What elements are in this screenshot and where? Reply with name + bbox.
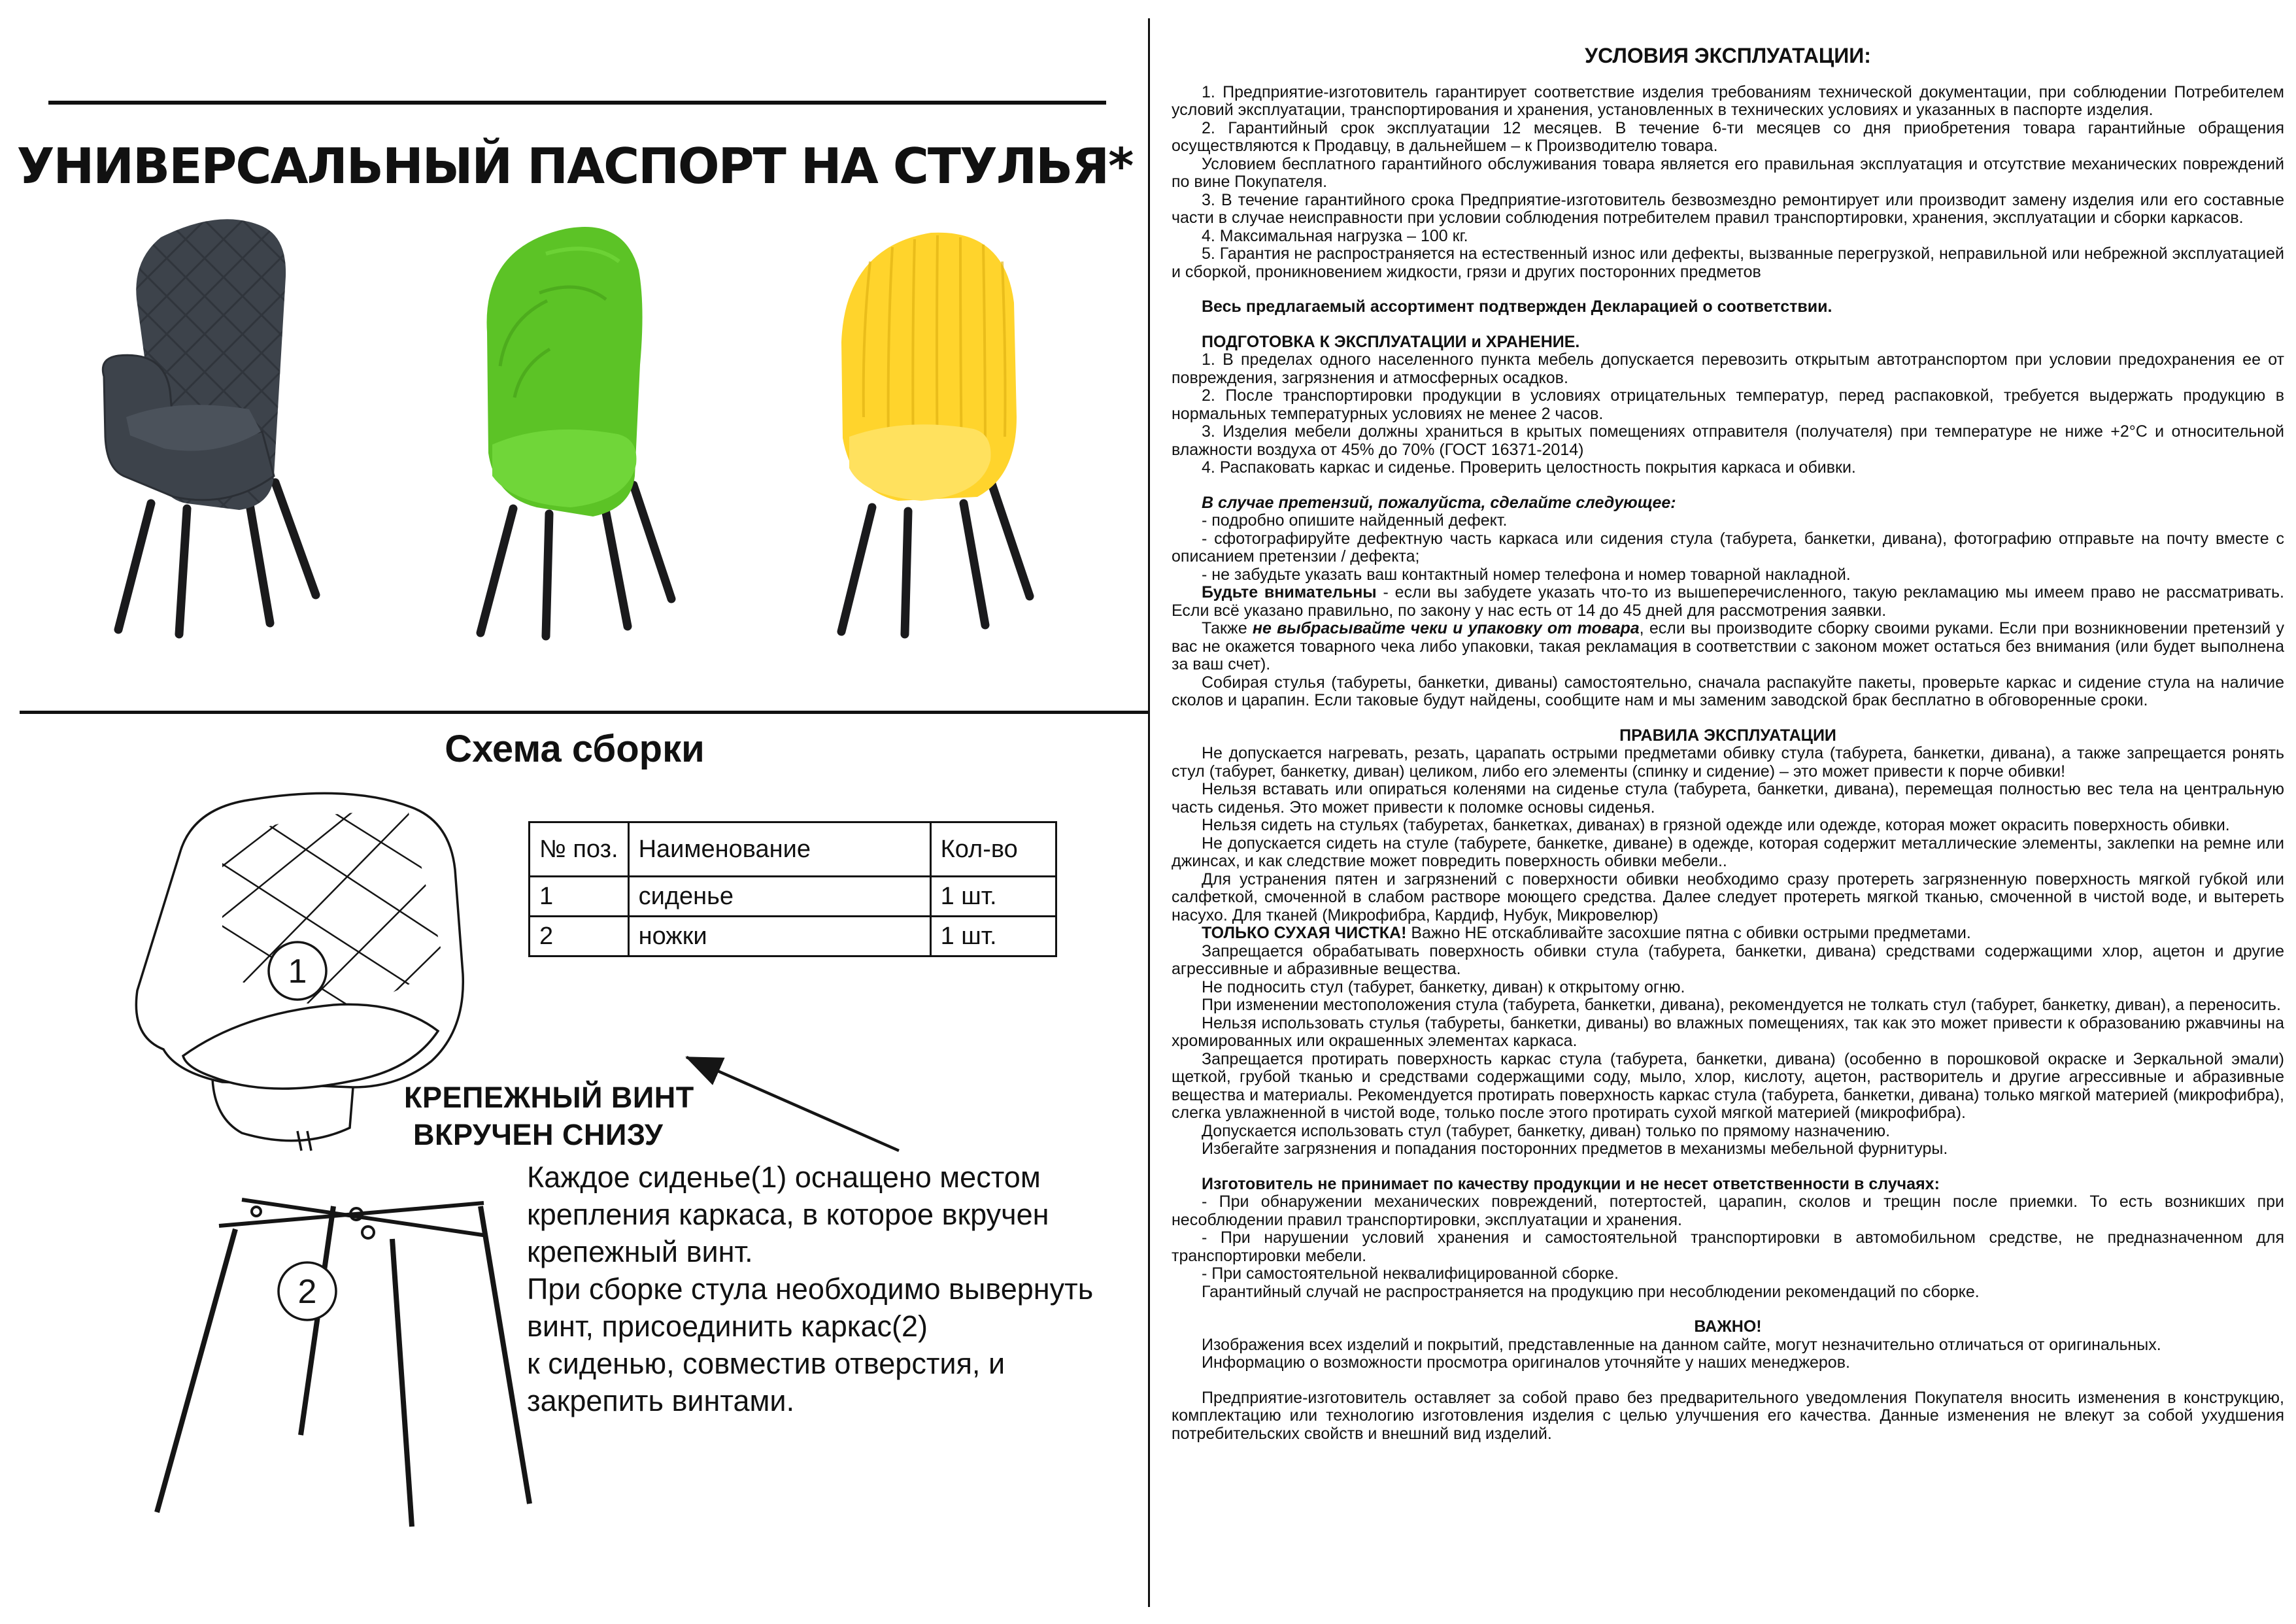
paragraph: В случае претензий, пожалуйста, сделайте следующее: — [1202, 493, 1676, 512]
section-heading: ПРАВИЛА ЭКСПЛУАТАЦИИ — [1619, 726, 1836, 745]
paragraph: Будьте внимательны - если вы забудете указать что-то из вышеперечисленного, такую рекламацию мы имеем право не рассматривать. Если всё указано правильно, по закону у нас есть от 14 до 45 дней для рассмотрения заявки. — [1172, 583, 2284, 620]
paragraph: Также не выбрасывайте чеки и упаковку от товара, если вы производите сборку своими руками. Если при возникновении претензий у вас не окажется товарного чека либо упаковки, такая рекламация в соответствии с законом может остаться без внимания (или будет выполнена за ваш счет). — [1172, 619, 2285, 673]
table-header-cell: Наименование — [628, 822, 930, 877]
paragraph: Запрещается протирать поверхность каркас стула (табурета, банкетки, дивана) (особенно в порошковой окраске и Зеркальной эмали) щеткой, грубой тканью и средствами содержащими соду, мыло, хлор, кислоту, ацетон, растворитель и другие агрессивные и абразивные вещества и материалы. Рекомендуется протирать поверхность каркас стула (табурета, банкетки, дивана) только мягкой материей (микрофибра), слегка увлажненной в чистой воде, только после этого протирать сухой мягкой материей (микрофибра). — [1172, 1049, 2284, 1122]
paragraph: 2. Гарантийный срок эксплуатации 12 месяцев. В течение 6-ти месяцев со дня приобретения товара гарантийные обращения осуществляются к Продавцу, в дальнейшем – к Производителю товара. — [1172, 118, 2284, 155]
table-cell: 1 шт. — [930, 877, 1056, 917]
paragraph: Для устранения пятен и загрязнений с поверхности обивки необходимо сразу протереть загрязненную поверхность мягкой губкой или салфеткой, смоченной в слабом растворе моющего средства. Далее следует протереть мягкой тканью, смоченной в чистой воде, и вытереть насухо. Для тканей (Микрофибра, Кардиф, Нубук, Микровелюр) — [1172, 870, 2284, 924]
paragraph: Избегайте загрязнения и попадания посторонних предметов в механизмы мебельной фурнитуры. — [1202, 1140, 1948, 1158]
assembly-heading: Схема сборки — [445, 728, 705, 770]
table-row — [530, 917, 1056, 956]
text-line: к сиденью, совместив отверстия, и — [527, 1347, 1005, 1380]
paragraph: - сфотографируйте дефектную часть каркаса или сидения стула (табурета, банкетки, дивана), фотографию отправьте на почту вместе с описанием претензии / дефекта; — [1172, 529, 2284, 566]
paragraph: Предприятие-изготовитель оставляет за собой право без предварительного уведомления Покупателя вносить изменения в конструкцию, комплектацию или технологию изготовления изделия с целью улучшения его качества. Данные изменения не влекут за собой ухудшения потребительских свойств и внешний вид изделий. — [1172, 1388, 2284, 1443]
paragraph: Не подносить стул (табурет, банкетку, диван) к открытому огню. — [1202, 977, 1685, 996]
section-heading: Весь предлагаемый ассортимент подтвержден Декларацией о соответствии. — [1202, 297, 1832, 316]
paragraph: - не забудьте указать ваш контактный номер телефона и номер товарной накладной. — [1202, 565, 1851, 584]
paragraph: Нельзя вставать или опираться коленями на сиденье стула (табурета, банкетки, дивана), перемещая полностью вес тела на центральную часть сиденья. Это может привести к поломке основы сиденья. — [1172, 780, 2284, 817]
paragraph: 3. В течение гарантийного срока Предприятие-изготовитель безвозмездно ремонтирует или производит замену изделия или его составные части в случае неисправности при условии соблюдения потребителем правил транспортировки, хранения, эксплуатации и сборки каркасов. — [1172, 190, 2284, 227]
table-header-cell: Кол-во — [930, 822, 1056, 877]
paragraph: Информацию о возможности просмотра оригиналов уточняйте у наших менеджеров. — [1202, 1353, 1850, 1372]
paragraph: - При обнаружении механических повреждений, потертостей, царапин, сколов и трещин после приемки. То есть возникших при несоблюдении правил транспортировки, эксплуатации и хранения. — [1172, 1193, 2284, 1229]
table-row — [530, 877, 1056, 917]
paragraph: Запрещается обрабатывать поверхность обивки стула (табурета, банкетки, дивана) средствами содержащими хлор, ацетон и другие агрессивные и абразивные вещества. — [1172, 941, 2284, 978]
table-cell: 1 шт. — [930, 917, 1056, 956]
chair-image-dark-gray — [53, 201, 393, 646]
part-label-2: 2 — [297, 1273, 317, 1311]
text-line: винт, присоединить каркас(2) — [527, 1310, 928, 1343]
terms-column — [1172, 27, 2284, 1443]
parts-table-header-row — [530, 822, 1056, 877]
paragraph: При изменении местоположения стула (табурета, банкетки, дивана), рекомендуется не толкать стул (табурет, банкетку, диван), а переносить. — [1202, 996, 2281, 1014]
paragraph: 4. Распаковать каркас и сиденье. Проверить целостность покрытия каркаса и обивки. — [1202, 458, 1856, 477]
paragraph: - подробно опишите найденный дефект. — [1202, 511, 1508, 530]
column-divider — [1148, 18, 1150, 1607]
text-line: крепления каркаса, в которое вкручен — [527, 1198, 1049, 1231]
chair-image-green — [409, 201, 749, 646]
paragraph: Не допускается сидеть на стуле (табурете, банкетке, диване) в одежде, которая содержит металлические элементы, заклепки на ремне или джинсах, и как следствие может повредить поверхность обивки мебели.. — [1172, 834, 2284, 870]
paragraph: 1. Предприятие-изготовитель гарантирует соответствие изделия требованиям технической документации, при соблюдении Потребителем условий эксплуатации, транспортирования и хранения, установленных в технических условиях и указанных в паспорте изделия. — [1172, 82, 2284, 119]
section-heading: УСЛОВИЯ ЭКСПЛУАТАЦИИ: — [1585, 44, 1871, 67]
paragraph: 4. Максимальная нагрузка – 100 кг. — [1202, 226, 1468, 245]
paragraph: Условием бесплатного гарантийного обслуживания товара является его правильная эксплуатация и отсутствие механических повреждений по вине Покупателя. — [1172, 154, 2284, 191]
chairs-photo — [46, 195, 1111, 646]
section-heading: ПОДГОТОВКА К ЭКСПЛУАТАЦИИ и ХРАНЕНИЕ. — [1202, 332, 1580, 351]
paragraph: Нельзя использовать стулья (табуреты, банкетки, диваны) во влажных помещениях, так как это может привести к образованию ржавчины на хромированных или окрашенных элементах каркаса. — [1172, 1013, 2284, 1050]
table-cell: ножки — [628, 917, 930, 956]
section-rule — [20, 711, 1149, 714]
screw-note — [404, 1079, 694, 1153]
paragraph: Допускается использовать стул (табурет, банкетку, диван) только по прямому назначению. — [1202, 1121, 1891, 1140]
table-cell: сиденье — [628, 877, 930, 917]
paragraph: - При самостоятельной неквалифицированной сборке. — [1202, 1264, 1619, 1283]
text-line: Каждое сиденье(1) оснащено местом — [527, 1160, 1041, 1194]
parts-table — [528, 821, 1057, 957]
text-line: При сборке стула необходимо вывернуть — [527, 1272, 1094, 1306]
paragraph: Гарантийный случай не распространяется на продукцию при несоблюдении рекомендаций по сборке. — [1202, 1282, 1980, 1301]
section-heading: ВАЖНО! — [1694, 1317, 1762, 1336]
table-header-cell: № поз. — [530, 822, 629, 877]
chair-image-yellow — [764, 201, 1104, 646]
section-heading: Изготовитель не принимает по качеству продукции и не несет ответственности в случаях: — [1202, 1174, 1940, 1193]
paragraph: Собирая стулья (табуреты, банкетки, диваны) самостоятельно, сначала распакуйте пакеты, проверьте каркас и сидение стула на наличие сколов и царапин. Если таковые будут найдены, сообщите нам и мы заменим заводской брак бесплатно в обговоренные сроки. — [1172, 673, 2284, 709]
page-title: УНИВЕРСАЛЬНЫЙ ПАСПОРТ НА СТУЛЬЯ* — [16, 137, 1133, 195]
part-label-1: 1 — [288, 953, 307, 990]
table-cell: 1 — [530, 877, 629, 917]
assembly-instructions — [527, 1159, 1093, 1419]
paragraph: 2. После транспортировки продукции в условиях отрицательных температур, перед распаковкой, требуется выдержать продукцию в нормальных температурных условиях не менее 2 часов. — [1172, 386, 2284, 423]
text-line: КРЕПЕЖНЫЙ ВИНТ — [404, 1081, 694, 1114]
paragraph: - При нарушении условий хранения и самостоятельной транспортировки в автомобильном средстве, не предназначенном для транспортировки мебели. — [1172, 1228, 2284, 1265]
paragraph: Изображения всех изделий и покрытий, представленные на данном сайте, могут незначительно отличаться от оригинальных. — [1202, 1335, 2161, 1354]
text-line: крепежный винт. — [527, 1235, 753, 1268]
text-line: ВКРУЧЕН СНИЗУ — [413, 1118, 664, 1151]
paragraph: 1. В пределах одного населенного пункта мебель допускается перевозить открытым автотранспортом при условии предохранения ее от повреждения, загрязнения и атмосферных осадков. — [1172, 350, 2284, 387]
top-rule — [48, 101, 1106, 105]
paragraph: Нельзя сидеть на стульях (табуретах, банкетках, диванах) в грязной одежде или одежде, которая может окрасить поверхность обивки. — [1202, 816, 2230, 834]
text-line: закрепить винтами. — [527, 1384, 795, 1417]
paragraph: 3. Изделия мебели должны храниться в крытых помещениях отправителя (получателя) при температуре не ниже +2°С и относительной влажности воздуха от 45% до 70% (ГОСТ 16371-2014) — [1172, 422, 2284, 459]
paragraph: Не допускается нагревать, резать, царапать острыми предметами обивку стула (табурета, банкетки, дивана), а также запрещается ронять стул (табурет, банкетку, диван) целиком, либо его элементы (спинку и сидение) – это может привести к порче обивки! — [1172, 744, 2284, 781]
paragraph: ТОЛЬКО СУХАЯ ЧИСТКА! Важно НЕ отскабливайте засохшие пятна с обивки острыми предметами. — [1202, 924, 1971, 942]
table-cell: 2 — [530, 917, 629, 956]
paragraph: 5. Гарантия не распространяется на естественный износ или дефекты, вызванные перегрузкой, неправильной или небрежной эксплуатацией и сборкой, проникновением жидкости, грязи и других посторонних предметов — [1172, 245, 2284, 281]
